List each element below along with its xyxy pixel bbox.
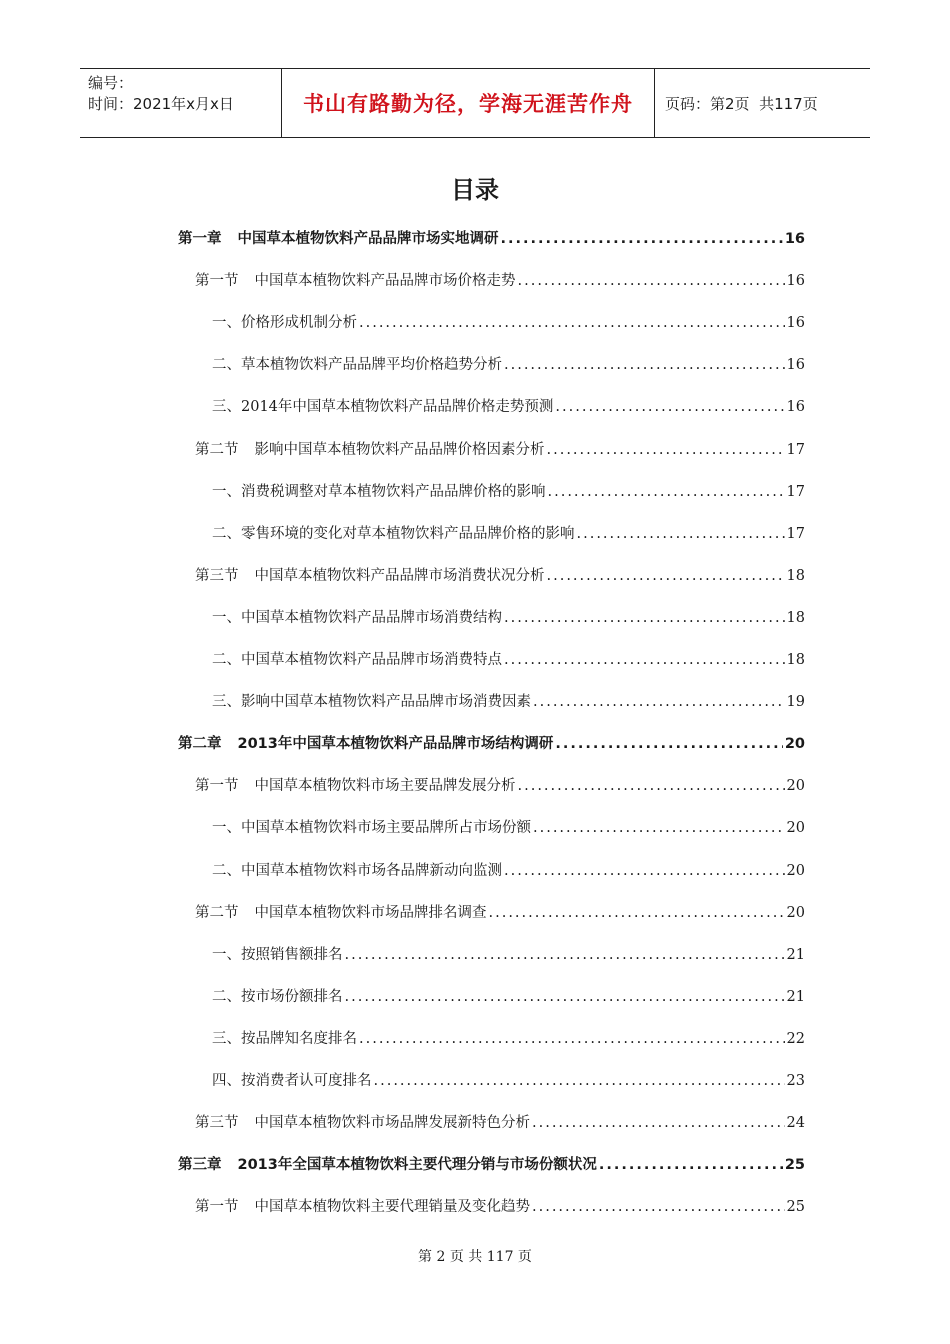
- toc-entry-number: 三、: [212, 1030, 241, 1047]
- toc-entry-number: 三、: [212, 694, 241, 711]
- toc-entry-title: 2014年中国草本植物饮料产品品牌价格走势预测: [241, 399, 554, 416]
- toc-dot-leader: [345, 944, 785, 966]
- toc-entry-page: 18: [786, 652, 805, 668]
- toc-dot-leader: [374, 1070, 785, 1092]
- toc-dot-leader: [518, 775, 785, 797]
- toc-entry-title: 按市场份额排名: [241, 988, 343, 1005]
- toc-entry-number: 二、: [212, 862, 241, 879]
- toc-entry-item[interactable]: [212, 523, 805, 545]
- toc-entry-number: 第二节: [195, 904, 239, 921]
- toc-entry-number: 一、: [212, 483, 241, 500]
- toc-entry-title: 中国草本植物饮料主要代理销量及变化趋势: [254, 1199, 530, 1216]
- toc-dot-leader: [532, 1196, 785, 1218]
- toc-dot-leader: [547, 565, 785, 587]
- toc-entry-title: 中国草本植物饮料市场各品牌新动向监测: [241, 862, 502, 879]
- toc-dot-leader: [533, 691, 785, 713]
- toc-entry-title: 中国草本植物饮料市场主要品牌所占市场份额: [241, 820, 531, 837]
- toc-entry-item[interactable]: [212, 817, 805, 839]
- toc-entry-title: 按品牌知名度排名: [241, 1030, 357, 1047]
- toc-entry-number: 一、: [212, 820, 241, 837]
- toc-title: 目录: [451, 176, 499, 204]
- toc-entry-page: 20: [784, 736, 805, 753]
- toc-entry-page: 17: [786, 441, 805, 458]
- toc-entry-page: 20: [786, 904, 805, 921]
- toc-entry-title: 零售环境的变化对草本植物饮料产品品牌价格的影响: [241, 525, 575, 542]
- toc-entry-title: 消费税调整对草本植物饮料产品品牌价格的影响: [241, 483, 546, 500]
- toc-dot-leader: [577, 523, 785, 545]
- toc-dot-leader: [489, 902, 785, 924]
- toc-entry-page: 24: [786, 1115, 805, 1132]
- toc-dot-leader: [533, 817, 785, 839]
- toc-dot-leader: [359, 1028, 785, 1050]
- toc-entry-title: 按照销售额排名: [241, 946, 343, 963]
- toc-dot-leader: [532, 1112, 785, 1134]
- document-time-label: 时间：2021年x月x日: [88, 95, 234, 113]
- toc-entry-page: 25: [784, 1157, 805, 1174]
- toc-entry-page: 18: [786, 567, 805, 584]
- toc-entry-number: 一、: [212, 315, 241, 332]
- toc-entry-item[interactable]: [212, 860, 805, 882]
- toc-entry-item[interactable]: [212, 396, 805, 418]
- toc-entry-page: 16: [784, 231, 805, 247]
- toc-entry-page: 19: [786, 694, 805, 711]
- toc-entry-item[interactable]: [212, 1070, 805, 1092]
- toc-entry-number: 第三节: [195, 1115, 239, 1132]
- toc-entry-title: 中国草本植物饮料市场主要品牌发展分析: [254, 778, 516, 795]
- toc-dot-leader: [504, 607, 785, 629]
- header-meta: [80, 69, 282, 137]
- toc-entry-number: 二、: [212, 525, 241, 542]
- toc-entry-number: 第二节: [195, 441, 239, 458]
- toc-dot-leader: [548, 481, 785, 503]
- toc-entry-number: 一、: [212, 609, 241, 626]
- toc-dot-leader: [518, 270, 785, 292]
- toc-entry-page: 22: [786, 1030, 805, 1047]
- toc-entry-page: 17: [786, 483, 805, 500]
- toc-dot-leader: [504, 860, 785, 882]
- toc-entry-item[interactable]: [212, 691, 805, 713]
- toc-entry-number: 三、: [212, 399, 241, 416]
- toc-entry-title: 影响中国草本植物饮料产品品牌价格因素分析: [254, 441, 545, 458]
- toc-entry-page: 16: [786, 273, 805, 290]
- toc-dot-leader: [599, 1154, 783, 1176]
- toc-entry-item[interactable]: [212, 354, 805, 376]
- toc-entry-number: 第一节: [195, 778, 239, 795]
- toc-entry-item[interactable]: [212, 649, 805, 671]
- toc-entry-title: 影响中国草本植物饮料产品品牌市场消费因素: [241, 694, 531, 711]
- toc-entry-title: 中国草本植物饮料市场品牌排名调查: [254, 904, 487, 921]
- toc-entry-number: 第一节: [195, 273, 239, 290]
- toc-entry-chapter[interactable]: [178, 228, 805, 250]
- toc-entry-page: 20: [786, 778, 805, 795]
- page-header: [80, 68, 870, 138]
- toc-entry-number: 二、: [212, 357, 241, 374]
- toc-entry-title: 中国草本植物饮料产品品牌市场消费结构: [241, 609, 502, 626]
- toc-entry-item[interactable]: [212, 607, 805, 629]
- toc-dot-leader: [504, 354, 785, 376]
- page-footer: 第 2 页 共 117 页: [418, 1249, 532, 1265]
- toc-entry-section[interactable]: [195, 1112, 805, 1134]
- toc-entry-number: 第三节: [195, 567, 239, 584]
- toc-entry-title: 中国草本植物饮料产品品牌市场消费特点: [241, 652, 502, 668]
- header-page-info-text: 页码：第2页 共117页: [665, 94, 818, 113]
- toc-entry-number: 第一章: [178, 231, 222, 247]
- toc-entry-title: 草本植物饮料产品品牌平均价格趋势分析: [241, 357, 502, 374]
- toc-entry-title: 按消费者认可度排名: [241, 1073, 372, 1089]
- header-motto: 书山有路勤为径，学海无涯苦作舟: [282, 69, 655, 137]
- toc-entry-number: 二、: [212, 988, 241, 1005]
- toc-entry-page: 20: [786, 820, 805, 837]
- toc-dot-leader: [555, 733, 782, 755]
- toc-entry-section[interactable]: [195, 565, 805, 587]
- toc-entry-number: 一、: [212, 946, 241, 963]
- toc-dot-leader: [504, 649, 785, 671]
- toc-dot-leader: [555, 396, 784, 418]
- header-page-info: [655, 69, 870, 137]
- toc-entry-item[interactable]: [212, 312, 805, 334]
- toc-entry-item[interactable]: [212, 1028, 805, 1050]
- toc-entry-page: 16: [786, 399, 805, 416]
- toc-entry-title: 2013年全国草本植物饮料主要代理分销与市场份额状况: [237, 1157, 597, 1174]
- toc-entry-page: 25: [786, 1199, 805, 1216]
- toc-entry-item[interactable]: [212, 944, 805, 966]
- toc-entry-number: 二、: [212, 652, 241, 668]
- toc-entry-section[interactable]: [195, 775, 805, 797]
- toc-dot-leader: [345, 986, 785, 1008]
- toc-entry-title: 2013年中国草本植物饮料产品品牌市场结构调研: [237, 736, 554, 753]
- toc-entry-section[interactable]: [195, 270, 805, 292]
- toc-entry-title: 中国草本植物饮料产品品牌市场消费状况分析: [254, 567, 545, 584]
- toc-entry-page: 16: [786, 357, 805, 374]
- toc-entry-page: 16: [786, 315, 805, 332]
- toc-entry-title: 中国草本植物饮料市场品牌发展新特色分析: [254, 1115, 530, 1132]
- toc-entry-page: 20: [786, 862, 805, 879]
- toc-entry-page: 21: [786, 988, 805, 1005]
- toc-dot-leader: [547, 439, 785, 461]
- toc-entry-page: 21: [786, 946, 805, 963]
- toc-entry-page: 17: [786, 525, 805, 542]
- toc-entry-page: 23: [786, 1073, 805, 1089]
- toc-entry-section[interactable]: [195, 1196, 805, 1218]
- toc-entry-chapter[interactable]: [178, 1154, 805, 1176]
- toc-entry-number: 第一节: [195, 1199, 239, 1216]
- toc-entry-number: 第二章: [178, 736, 222, 753]
- toc-entry-page: 18: [786, 609, 805, 626]
- toc-entry-item[interactable]: [212, 986, 805, 1008]
- toc-entry-number: 四、: [212, 1073, 241, 1089]
- toc-entry-chapter[interactable]: [178, 733, 805, 755]
- toc-entry-number: 第三章: [178, 1157, 222, 1174]
- toc-entry-section[interactable]: [195, 439, 805, 461]
- toc-entry-title: 中国草本植物饮料产品品牌市场价格走势: [254, 273, 516, 290]
- toc-entry-item[interactable]: [212, 481, 805, 503]
- document-number-label: 编号：: [88, 74, 134, 92]
- toc-entry-title: 价格形成机制分析: [241, 315, 357, 332]
- toc-dot-leader: [359, 312, 785, 334]
- toc-entry-section[interactable]: [195, 902, 805, 924]
- toc-entry-title: 中国草本植物饮料产品品牌市场实地调研: [237, 231, 499, 247]
- toc-dot-leader: [501, 228, 783, 250]
